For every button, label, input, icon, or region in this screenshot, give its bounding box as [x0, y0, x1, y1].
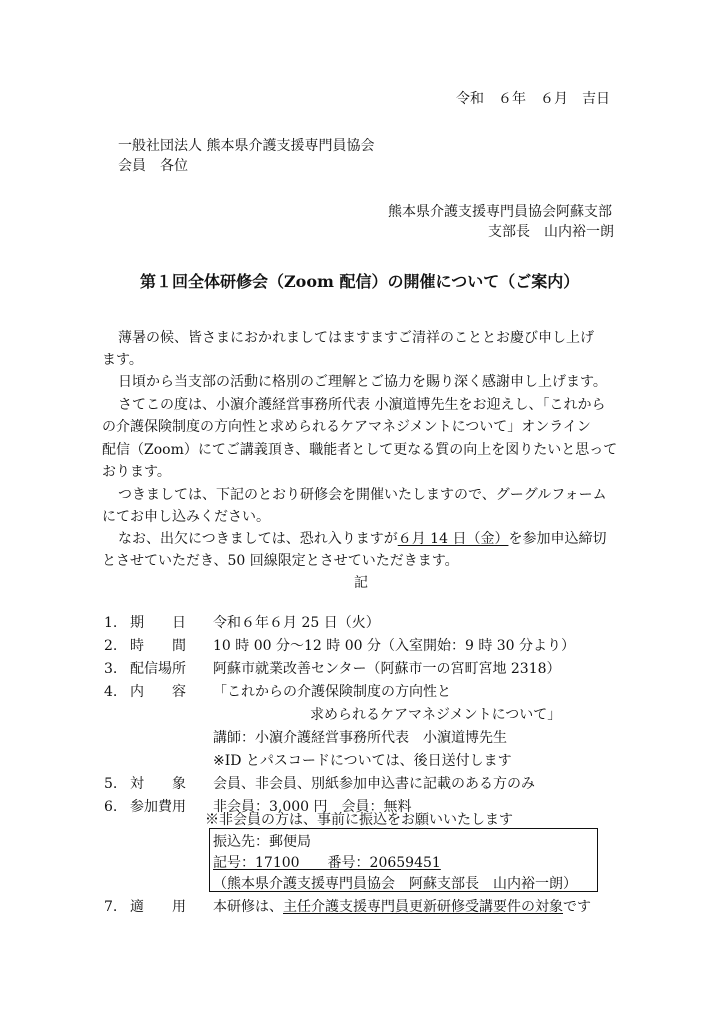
transfer-destination: 振込先：郵便局: [213, 834, 311, 850]
date: 令和 ６年 ６月 吉日: [456, 91, 610, 107]
item-6-number: 6.: [104, 799, 118, 815]
recipient-members: 会員 各位: [118, 158, 188, 174]
body-p3-line1: さてこの度は、小濵介護経営事務所代表 小濵道博先生をお迎えし、「これから: [118, 397, 606, 413]
item-6-label: 参加費用: [130, 799, 186, 815]
item-7-text-a: 本研修は、: [213, 899, 283, 915]
body-p4-line2: にてお申し込みください。: [102, 509, 270, 525]
item-4-number: 4.: [104, 684, 118, 700]
sender-name: 支部長 山内裕一朗: [488, 224, 614, 240]
body-p5-line1: [118, 530, 606, 548]
page-title: 第１回全体研修会（Zoom 配信）の開催について（ご案内）: [140, 272, 580, 291]
item-3-label: 配信場所: [130, 661, 186, 677]
recipient-org: 一般社団法人 熊本県介護支援専門員協会: [118, 138, 375, 154]
body-p5-text-a: なお、出欠につきましては、恐れ入りますが: [118, 531, 398, 547]
item-3-number: 3.: [104, 661, 118, 677]
item-3-value: 阿蘇市就業改善センター（阿蘇市一の宮町宮地 2318）: [213, 661, 561, 677]
deadline-date: ６月 14 日（金）: [397, 531, 509, 547]
item-2-value: 10 時 00 分～12 時 00 分（入室開始：9 時 30 分より）: [213, 638, 576, 654]
item-2-label: 時 間: [130, 638, 186, 654]
item-4-label: 内 容: [130, 684, 186, 700]
item-7-requirement: 主任介護支援専門員更新研修受講要件の対象: [283, 899, 563, 915]
body-p1-line2: ます。: [102, 352, 143, 368]
transfer-holder: （熊本県介護支援専門員協会 阿蘇支部長 山内裕一朗）: [213, 876, 577, 892]
item-4-value-line2: 求められるケアマネジメントについて」: [310, 707, 562, 723]
body-p5-text-b: を参加申込締切: [508, 531, 607, 547]
item-7-text-b: です: [563, 899, 591, 915]
item-1-label: 期 日: [130, 615, 186, 631]
item-7-number: 7.: [104, 899, 118, 915]
body-p3-line4: おります。: [102, 464, 171, 480]
item-1-number: 1.: [104, 615, 118, 631]
body-p3-line3: 配信（Zoom）にてご講義頂き、職能者として更なる質の向上を図りたいと思って: [102, 442, 618, 458]
item-7-label: 適 用: [130, 899, 186, 915]
item-4-lecturer: 講師：小濵介護経営事務所代表 小濵道博先生: [213, 730, 507, 746]
item-5-value: 会員、非会員、別紙参加申込書に記載のある方のみ: [213, 776, 535, 792]
item-4-note: ※ID とパスコードについては、後日送付します: [213, 753, 512, 769]
body-p2: 日頃から当支部の活動に格別のご理解とご協力を賜り深く感謝申し上げます。: [118, 374, 607, 390]
body-p4-line1: つきましては、下記のとおり研修会を開催いたしますので、グーグルフォーム: [118, 487, 607, 503]
item-6-value: 非会員：3,000 円 会員：無料: [213, 799, 412, 815]
item-6-note: ※非会員の方は、事前に振込をお願いいたします: [205, 812, 513, 828]
body-p3-line2: の介護保険制度の方向性と求められるケアマネジメントについて」オンライン: [102, 419, 591, 435]
item-5-label: 対 象: [130, 776, 186, 792]
item-4-value-line1: 「これからの介護保険制度の方向性と: [213, 684, 451, 700]
item-1-value: 令和６年６月 25 日（火）: [213, 615, 380, 631]
body-p5-line2: とさせていただき、50 回線限定とさせていただきます。: [102, 553, 459, 569]
item-7-value: [213, 898, 591, 916]
item-5-number: 5.: [104, 776, 118, 792]
body-p1-line1: 薄暑の候、皆さまにおかれましてはますますご清祥のこととお慶び申し上げ: [118, 330, 594, 346]
transfer-account: 記号：17100 番号：20659451: [213, 855, 441, 871]
ki-heading: 記: [354, 575, 368, 591]
sender-org: 熊本県介護支援専門員協会阿蘇支部: [388, 204, 612, 220]
item-2-number: 2.: [104, 638, 118, 654]
